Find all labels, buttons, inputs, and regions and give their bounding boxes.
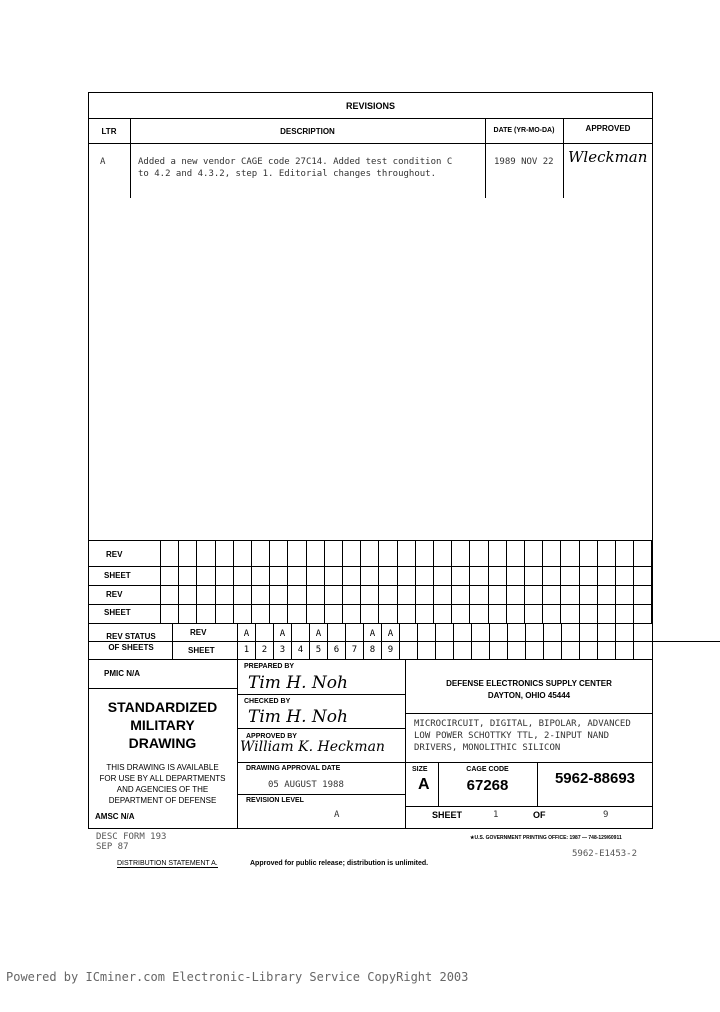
- rev-status-label: [90, 631, 172, 653]
- title-2: LOW POWER SCHOTTKY TTL, 2-INPUT NAND: [414, 731, 610, 741]
- agency: [405, 678, 653, 702]
- rev-status-line2: OF SHEETS: [108, 643, 154, 652]
- sheet-label: SHEET: [432, 810, 463, 820]
- approved-label: APPROVED BY: [246, 733, 297, 740]
- sheet-total: 9: [603, 810, 609, 820]
- col-ltr: LTR: [101, 127, 117, 136]
- status-rev-label: REV: [190, 628, 207, 637]
- approval-date: 05 AUGUST 1988: [268, 780, 344, 790]
- status-sheet-cell: 1: [237, 641, 255, 659]
- size-label: SIZE: [412, 766, 428, 773]
- status-rev-cell: [255, 623, 273, 641]
- status-rev-cell: [507, 623, 525, 641]
- revision-level-label: REVISION LEVEL: [246, 797, 304, 804]
- status-rev-cell: [471, 623, 489, 641]
- status-rev-cell: [597, 623, 615, 641]
- status-rev-cell: A: [237, 623, 255, 641]
- status-rev-cell: [453, 623, 471, 641]
- checked-signature: Tim H. Noh: [248, 707, 348, 727]
- cage-label: CAGE CODE: [466, 766, 509, 773]
- title-3: DRIVERS, MONOLITHIC SILICON: [414, 743, 561, 753]
- grid-col-line: [451, 540, 452, 623]
- status-sheet-cell: 5: [309, 641, 327, 659]
- grid-col-line: [506, 540, 507, 623]
- status-sheet-label: SHEET: [188, 646, 215, 655]
- rev-ltr: A: [100, 157, 106, 167]
- amsc: AMSC N/A: [95, 812, 135, 821]
- agency-name: DEFENSE ELECTRONICS SUPPLY CENTER: [446, 679, 612, 688]
- form-2: SEP 87: [96, 842, 129, 852]
- availability: [88, 762, 237, 806]
- distribution-label: DISTRIBUTION STATEMENT A.: [117, 860, 218, 867]
- status-rev-cell: [435, 623, 453, 641]
- grid-col-line: [287, 540, 288, 623]
- grid-col-line: [433, 540, 434, 623]
- grid-sheet-1: SHEET: [104, 571, 131, 580]
- status-sheet-cell: [489, 641, 507, 659]
- status-sheet-cell: [561, 641, 579, 659]
- status-sheet-cell: 9: [381, 641, 399, 659]
- cage-code: 67268: [466, 777, 509, 794]
- status-sheet-cell: 7: [345, 641, 363, 659]
- grid-col-line: [269, 540, 270, 623]
- title-1: MICROCIRCUIT, DIGITAL, BIPOLAR, ADVANCED: [414, 719, 631, 729]
- grid-col-line: [597, 540, 598, 623]
- revisions-title: REVISIONS: [345, 101, 395, 111]
- grid-col-line: [524, 540, 525, 623]
- rev-desc-line2: to 4.2 and 4.3.2, step 1. Editorial changes throughout.: [138, 169, 437, 179]
- distribution-text: Approved for public release; distribution is unlimited.: [250, 860, 429, 867]
- grid-line: [88, 540, 653, 541]
- drawing-number: 5962-88693: [554, 770, 636, 787]
- grid-col-line: [251, 540, 252, 623]
- grid-col-line: [233, 540, 234, 623]
- status-rev-cell: A: [381, 623, 399, 641]
- prepared-signature: Tim H. Noh: [248, 673, 348, 693]
- status-sheet-cell: [615, 641, 633, 659]
- prepared-label: PREPARED BY: [244, 663, 295, 670]
- approval-date-label: DRAWING APPROVAL DATE: [246, 765, 341, 772]
- status-sheet-cell: [417, 641, 435, 659]
- avail-4: DEPARTMENT OF DEFENSE: [108, 796, 217, 805]
- std-line1: STANDARDIZED: [107, 699, 218, 715]
- pmic: PMIC N/A: [104, 669, 140, 678]
- grid-col-line: [415, 540, 416, 623]
- status-rev-cell: [345, 623, 363, 641]
- grid-col-line: [560, 540, 561, 623]
- grid-col-line: [306, 540, 307, 623]
- status-rev-cell: [525, 623, 543, 641]
- status-rev-cell: [579, 623, 597, 641]
- status-sheet-cell: [507, 641, 525, 659]
- rev-date: 1989 NOV 22: [494, 157, 554, 167]
- grid-col-line: [378, 540, 379, 623]
- grid-col-line: [651, 540, 652, 623]
- status-sheet-cell: 8: [363, 641, 381, 659]
- doc-number: 5962-E1453-2: [572, 849, 638, 859]
- status-rev-cell: [291, 623, 309, 641]
- grid-line: [88, 585, 653, 586]
- status-sheet-cell: [525, 641, 543, 659]
- status-sheet-cell: 3: [273, 641, 291, 659]
- grid-col-line: [397, 540, 398, 623]
- form-number: [96, 832, 166, 852]
- rev-status-line1: REV STATUS: [106, 632, 156, 641]
- status-rev-cell: [543, 623, 561, 641]
- grid-col-line: [178, 540, 179, 623]
- grid-col-line: [542, 540, 543, 623]
- status-sheet-cell: [579, 641, 597, 659]
- status-sheet-cell: [543, 641, 561, 659]
- std-title: [88, 698, 237, 752]
- grid-col-line: [215, 540, 216, 623]
- status-sheet-cell: [453, 641, 471, 659]
- status-sheet-cell: [597, 641, 615, 659]
- col-approved: APPROVED: [585, 124, 631, 133]
- checked-label: CHECKED BY: [244, 698, 291, 705]
- avail-2: FOR USE BY ALL DEPARTMENTS: [99, 774, 226, 783]
- grid-col-line: [469, 540, 470, 623]
- status-rev-cell: A: [309, 623, 327, 641]
- grid-line: [88, 566, 653, 567]
- col-description: DESCRIPTION: [280, 127, 335, 136]
- status-rev-cell: [615, 623, 633, 641]
- gpo-note: ★U.S. GOVERNMENT PRINTING OFFICE: 1987 — 748-129/60911: [470, 835, 622, 841]
- grid-col-line: [196, 540, 197, 623]
- grid-col-line: [360, 540, 361, 623]
- status-sheet-cell: [435, 641, 453, 659]
- powered-by: Powered by ICminer.com Electronic-Library Service CopyRight 2003: [6, 970, 469, 984]
- grid-col-line: [324, 540, 325, 623]
- status-rev-cell: [399, 623, 417, 641]
- status-sheet-cell: 4: [291, 641, 309, 659]
- status-rev-cell: [327, 623, 345, 641]
- status-sheet-cell: [399, 641, 417, 659]
- of-label: OF: [533, 810, 546, 820]
- status-rev-cell: [561, 623, 579, 641]
- sheet-number: 1: [493, 810, 499, 820]
- status-sheet-cell: [471, 641, 489, 659]
- revision-level: A: [334, 810, 340, 820]
- rev-desc-line1: Added a new vendor CAGE code 27C14. Added test condition C: [138, 157, 453, 167]
- status-sheet-cell: [633, 641, 651, 659]
- grid-rev-2: REV: [106, 590, 123, 599]
- avail-1: THIS DRAWING IS AVAILABLE: [106, 763, 219, 772]
- agency-address: DAYTON, OHIO 45444: [487, 691, 571, 700]
- status-sheet-cell: 6: [327, 641, 345, 659]
- grid-col-line: [342, 540, 343, 623]
- status-rev-cell: A: [273, 623, 291, 641]
- grid-col-line: [633, 540, 634, 623]
- grid-col-line: [488, 540, 489, 623]
- grid-col-line: [579, 540, 580, 623]
- grid-col-line: [615, 540, 616, 623]
- col-date: DATE (YR-MO-DA): [493, 127, 555, 134]
- grid-rev-1: REV: [106, 550, 123, 559]
- grid-col-line: [160, 540, 161, 623]
- std-line2: MILITARY: [130, 717, 195, 733]
- approved-signature: William K. Heckman: [240, 739, 385, 755]
- grid-sheet-2: SHEET: [104, 608, 131, 617]
- std-line3: DRAWING: [128, 735, 197, 751]
- status-rev-cell: [417, 623, 435, 641]
- status-rev-cell: A: [363, 623, 381, 641]
- rev-approved-signature: Wleckman: [568, 148, 648, 166]
- status-sheet-cell: 2: [255, 641, 273, 659]
- status-rev-cell: [633, 623, 651, 641]
- avail-3: AND AGENCIES OF THE: [116, 785, 209, 794]
- size: A: [418, 776, 430, 793]
- grid-line: [88, 604, 653, 605]
- status-rev-cell: [489, 623, 507, 641]
- drawing-title: [414, 718, 631, 754]
- form-1: DESC FORM 193: [96, 832, 167, 842]
